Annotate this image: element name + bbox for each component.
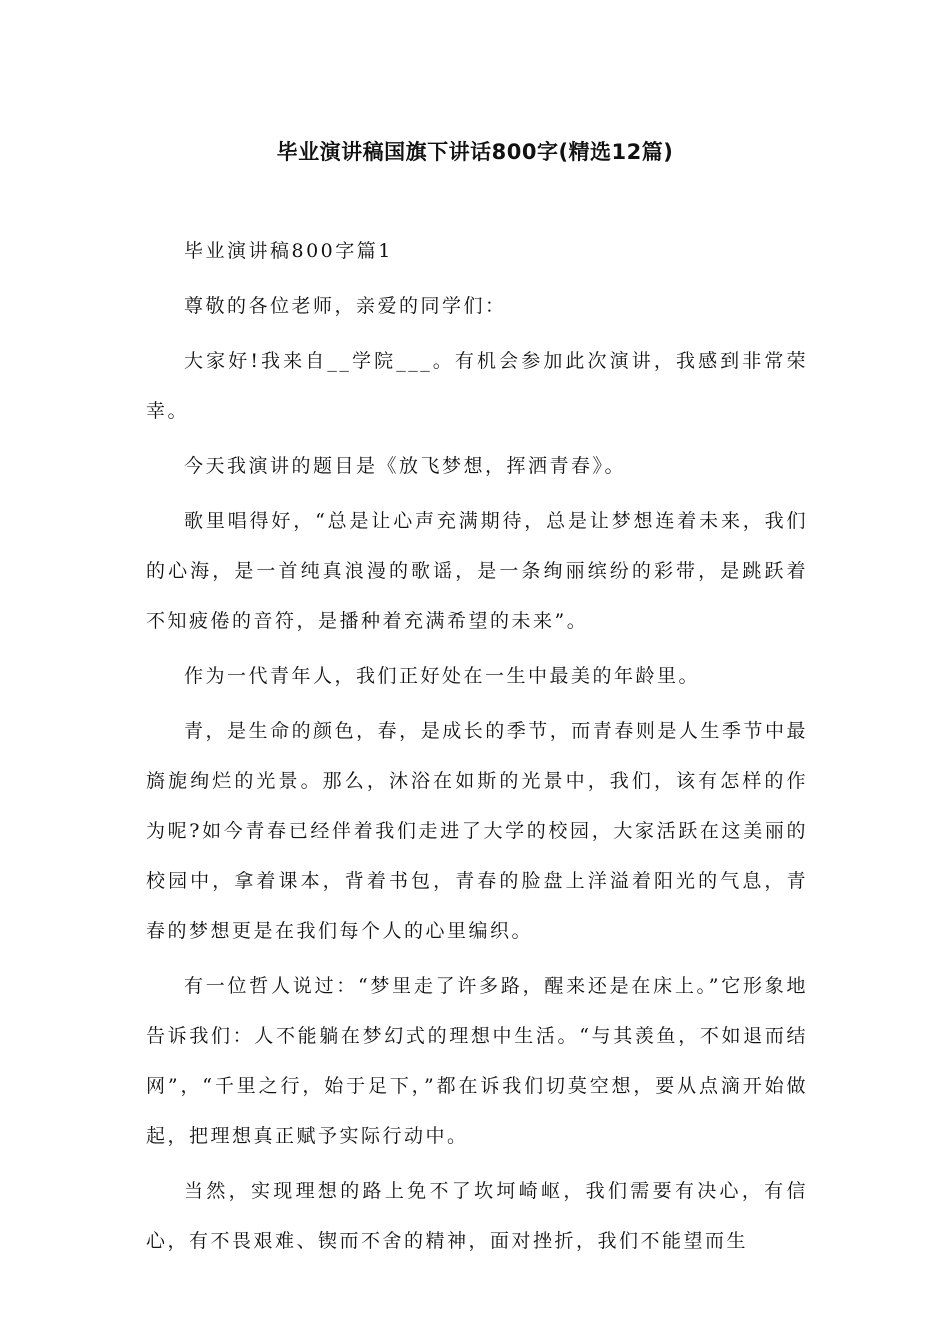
- document-body: [146, 226, 808, 1271]
- section-heading: 毕业演讲稿800字篇1: [184, 240, 393, 262]
- paragraph: 今天我演讲的题目是《放飞梦想，挥洒青春》。: [184, 455, 627, 477]
- paragraph: 作为一代青年人，我们正好处在一生中最美的年龄里。: [184, 665, 701, 687]
- salutation: 尊敬的各位老师，亲爱的同学们：: [184, 295, 507, 317]
- paragraph: 有一位哲人说过：“梦里走了许多路，醒来还是在床上。”它形象地告诉我们：人不能躺在梦幻式的理想中生活。“与其羡鱼，不如退而结网”，“千里之行，始于足下，”都在诉我们切莫空想，要从点滴开始做起，把理想真正赋予实际行动中。: [146, 975, 808, 1147]
- paragraph: 青，是生命的颜色，春，是成长的季节，而青春则是人生季节中最旖旎绚烂的光景。那么，沐浴在如斯的光景中，我们，该有怎样的作为呢?如今青春已经伴着我们走进了大学的校园，大家活跃在这美丽的校园中，拿着课本，背着书包，青春的脸盘上洋溢着阳光的气息，青春的梦想更是在我们每个人的心里编织。: [146, 720, 808, 942]
- document-title: 毕业演讲稿国旗下讲话800字(精选12篇): [276, 140, 674, 164]
- paragraph: 歌里唱得好，“总是让心声充满期待，总是让梦想连着未来，我们的心海，是一首纯真浪漫的歌谣，是一条绚丽缤纷的彩带，是跳跃着不知疲倦的音符，是播种着充满希望的未来”。: [146, 510, 808, 632]
- paragraph: 当然，实现理想的路上免不了坎坷崎岖，我们需要有决心，有信心，有不畏艰难、锲而不舍的精神，面对挫折，我们不能望而生: [146, 1180, 808, 1252]
- paragraph: 大家好!我来自__学院___。有机会参加此次演讲，我感到非常荣幸。: [146, 350, 808, 422]
